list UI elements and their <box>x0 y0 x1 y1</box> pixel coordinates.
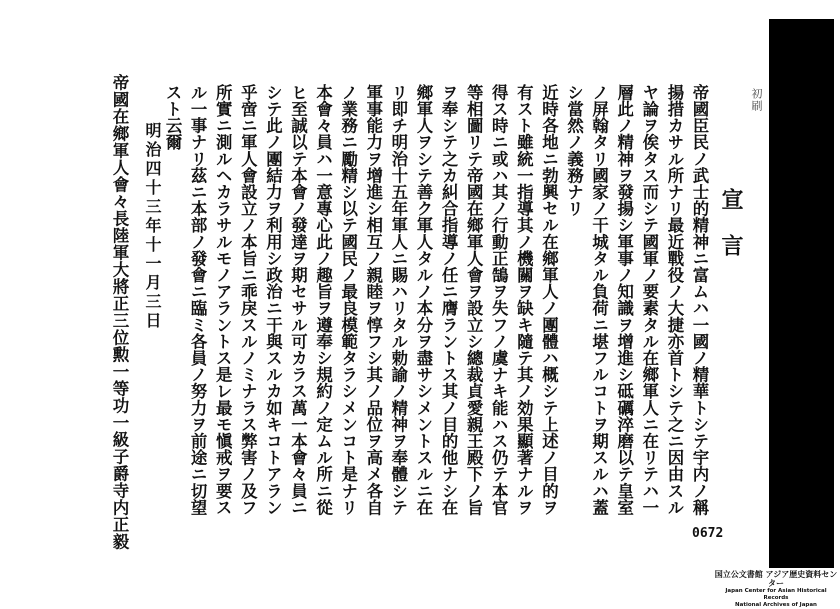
text-column: ヒ至誠以テ本會ノ發達ヲ期セサル可カラス萬一本會々員ニ <box>288 84 308 516</box>
archive-name-en-2: National Archives of Japan <box>735 602 817 608</box>
text-column: 鄉軍人ヲシテ善ク軍人タルノ本分ヲ盡サシメントスルニ在 <box>413 84 433 516</box>
text-column: ノ屏翰タリ國家ノ干城タル負荷ニ堪フルコトヲ期スルハ蓋 <box>589 84 609 516</box>
archive-name-en: Japan Center for Asian Historical Records <box>725 588 827 601</box>
text-column: ヲ奉シテ之カ糾合指導ノ任ニ膺ラントス其ノ目的他ナシ在 <box>439 84 459 516</box>
document-date: 明治四十三年十一月三日 <box>143 122 162 331</box>
text-column: シ當然ノ義務ナリ <box>564 84 584 217</box>
text-column: 層此ノ精神ヲ發揚シ軍事ノ知識ヲ增進シ砥礪淬磨以テ皇室 <box>614 84 634 516</box>
signatory: 帝國在鄉軍人會々長陸軍大將正三位勲一等功一級子爵寺内正毅 <box>110 74 129 550</box>
archive-name-jp: 国立公文書館 アジア歴史資料センター <box>714 570 838 588</box>
text-column: 得ス時ニ或ハ其ノ行動正鵠ヲ失フノ虞ナキ能ハス仍テ本官 <box>489 84 509 516</box>
text-column: 軍事能力ヲ增進シ相互ノ親睦ヲ惇フシ其ノ品位ヲ高メ各自 <box>363 84 383 516</box>
text-column: 所實ニ測ルヘカラサルモノアラントス是レ最モ愼戒ヲ要ス <box>213 84 233 516</box>
text-column: スト云爾 <box>163 84 183 151</box>
page-number: 0672 <box>692 526 724 541</box>
text-column: 本會々員ハ一意專心此ノ趣旨ヲ遵奉シ規約ノ定ムル所ニ從 <box>313 84 333 516</box>
document-body <box>160 84 712 516</box>
text-column: ル一事ナリ茲ニ本部ノ發會ニ臨ミ各員ノ努力ヲ前途ニ切望 <box>188 84 208 516</box>
text-column: 帝國臣民ノ武士的精神ニ富ムハ一國ノ精華トシテ宇内ノ稱 <box>690 84 709 516</box>
archive-footer <box>712 570 840 609</box>
text-column: シテ此ノ團結力ヲ利用シ政治ニ干與スルカ如キコトアラン <box>263 84 283 516</box>
text-column: 近時各地ニ勃興セル在鄉軍人ノ團體ハ概シテ上述ノ目的ヲ <box>539 84 559 516</box>
text-column: リ即チ明治十五年軍人ニ賜ハリタル勅諭ノ精神ヲ奉體シテ <box>388 84 408 516</box>
document-title: 宣言 <box>718 188 744 280</box>
text-column: 有スト雖統一指導其ノ機關ヲ缺キ隨テ其ノ効果顯著ナルヲ <box>514 84 534 516</box>
text-column: 揚措カサル所ナリ最近戰役ノ大捷亦首トシテ之ニ因由スル <box>664 84 684 516</box>
text-column: ヤ論ヲ俟タス而シテ國軍ノ要素タル在鄉軍人ニ在リテハ一 <box>639 84 659 516</box>
black-margin-bar <box>769 19 834 568</box>
text-column: ノ業務ニ勵精シ以テ國民ノ最良模範タラシメンコト是ナリ <box>338 84 358 516</box>
text-column: 等相圖リテ帝國在鄉軍人會ヲ設立シ總裁貞愛親王殿下ノ旨 <box>464 84 484 516</box>
text-column: 乎啻ニ軍人會設立ノ本旨ニ乖戾スルノミナラス弊害ノ及フ <box>238 84 258 516</box>
stamp-label: 初刷 <box>750 88 763 112</box>
